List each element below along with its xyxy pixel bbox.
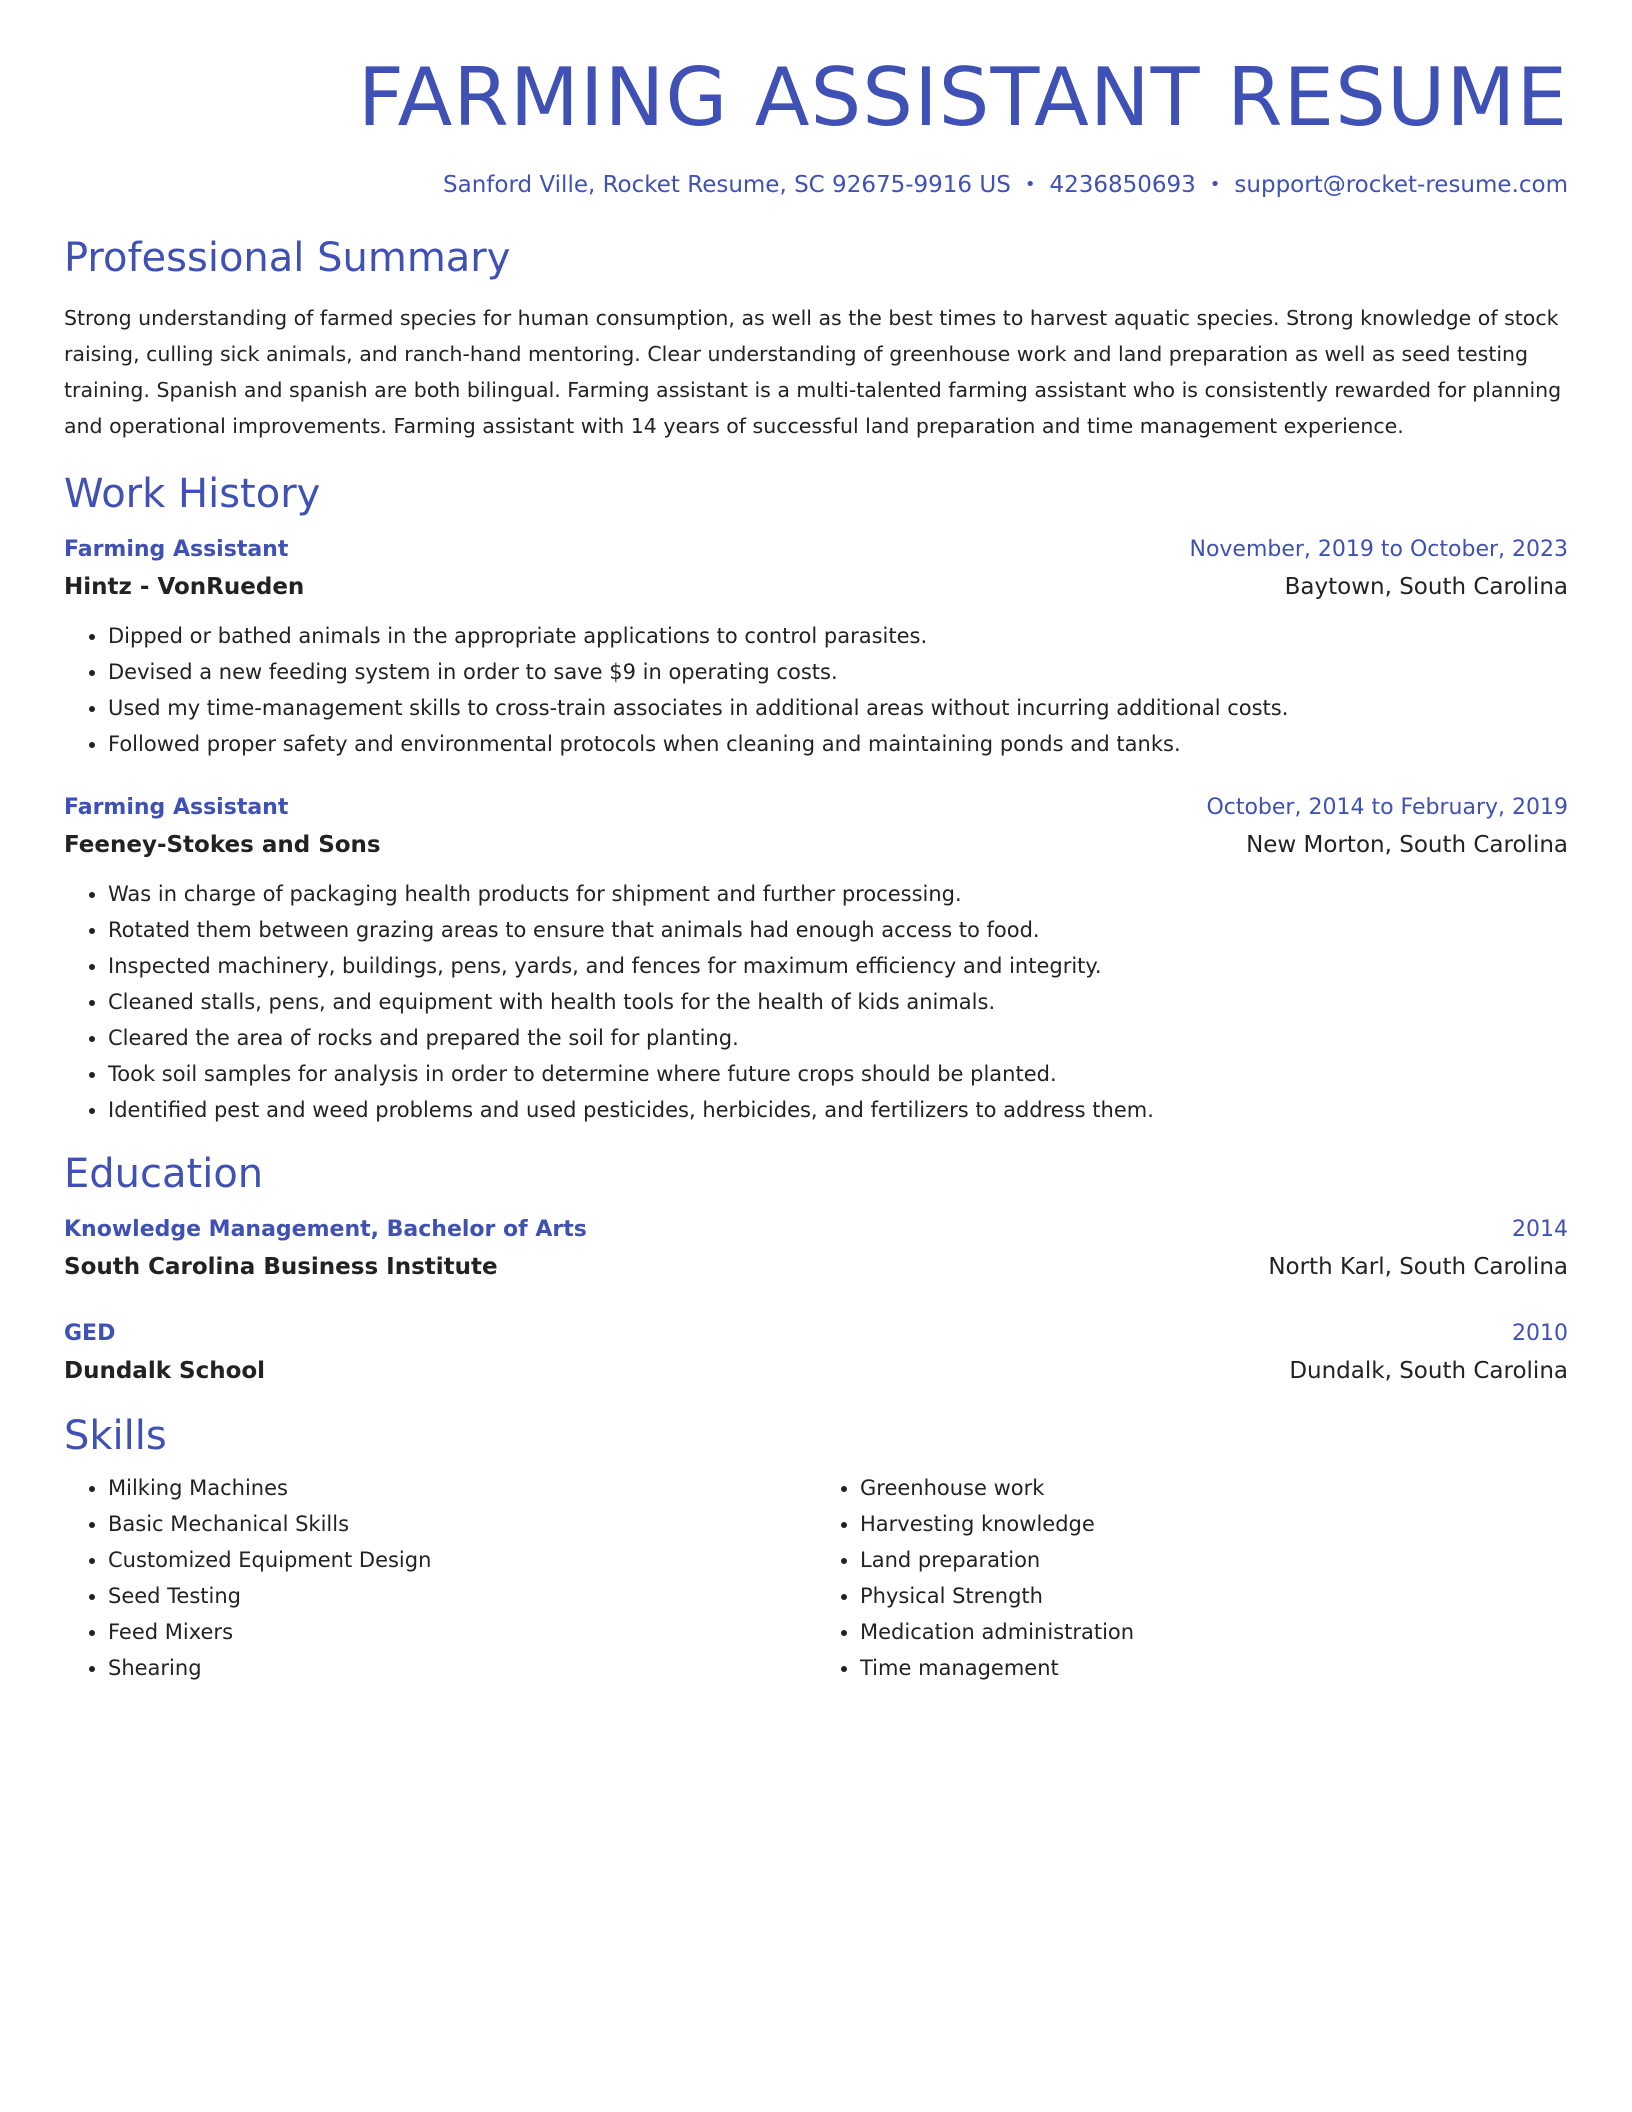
education-school: Dundalk School [64, 1358, 266, 1384]
job-company-row [64, 568, 1568, 606]
job-bullet: • Cleared the area of rocks and prepared the soil for planting. [108, 1020, 1568, 1056]
summary-text: Strong understanding of farmed species for human consumption, as well as the best times to harvest aquatic species. Strong knowledge of stock raising, culling sick animals, and ranch-hand mentoring. Clear understanding of greenhouse work and land preparation as well as seed testing training. Spanish and spanish are both bilingual. Farming assistant is a multi-talented farming assistant who is consistently rewarded for planning and operational improvements. Farming assistant with 14 years of successful land preparation and time management experience. [64, 306, 1562, 438]
education-school: South Carolina Business Institute [64, 1254, 498, 1280]
job-company: Feeney-Stokes and Sons [64, 832, 381, 858]
education-school-row [64, 1352, 1568, 1390]
job-dates: November, 2019 to October, 2023 [1189, 537, 1568, 562]
education-header-row [64, 1212, 1568, 1248]
contact-phone: 4236850693 [1049, 172, 1196, 198]
education-location: Dundalk, South Carolina [1289, 1358, 1568, 1384]
skill-item: • Milking Machines [108, 1470, 816, 1506]
job-bullet: • Took soil samples for analysis in order to determine where future crops should be planted. [108, 1056, 1568, 1092]
skill-item: • Seed Testing [108, 1578, 816, 1614]
skill-item: • Medication administration [860, 1614, 1568, 1650]
skills-list-right [816, 1470, 1568, 1686]
job-bullets [64, 618, 1568, 762]
education-year: 2010 [1512, 1321, 1568, 1346]
skill-item: • Feed Mixers [108, 1614, 816, 1650]
contact-line [64, 172, 1568, 198]
job-bullet: • Followed proper safety and environmental protocols when cleaning and maintaining ponds and tanks. [108, 726, 1568, 762]
skill-item: • Customized Equipment Design [108, 1542, 816, 1578]
education-heading: Education [64, 1151, 264, 1197]
job-role: Farming Assistant [64, 795, 289, 820]
job-company-row [64, 826, 1568, 864]
work-history-section [64, 470, 1568, 1128]
skill-item: • Time management [860, 1650, 1568, 1686]
summary-heading: Professional Summary [64, 235, 511, 281]
contact-separator: • [1209, 174, 1221, 195]
skill-item: • Land preparation [860, 1542, 1568, 1578]
education-degree: GED [64, 1321, 116, 1346]
education-school-row [64, 1248, 1568, 1286]
job-bullet: • Identified pest and weed problems and used pesticides, herbicides, and fertilizers to address them. [108, 1092, 1568, 1128]
education-year: 2014 [1512, 1217, 1568, 1242]
job-bullets [64, 876, 1568, 1128]
job-company: Hintz - VonRueden [64, 574, 305, 600]
education-entry [64, 1212, 1568, 1286]
job-bullet: • Was in charge of packaging health products for shipment and further processing. [108, 876, 1568, 912]
education-entry [64, 1316, 1568, 1390]
job-location: Baytown, South Carolina [1284, 574, 1568, 600]
resume-header [64, 0, 1568, 198]
skill-item: • Physical Strength [860, 1578, 1568, 1614]
education-location: North Karl, South Carolina [1268, 1254, 1568, 1280]
job-bullet: • Devised a new feeding system in order to save $9 in operating costs. [108, 654, 1568, 690]
contact-email[interactable]: support@rocket-resume.com [1234, 172, 1568, 198]
skills-heading: Skills [64, 1413, 167, 1459]
skill-item: • Harvesting knowledge [860, 1506, 1568, 1542]
job-bullet: • Inspected machinery, buildings, pens, yards, and fences for maximum efficiency and integrity. [108, 948, 1568, 984]
skills-list-left [64, 1470, 816, 1686]
skill-item: • Shearing [108, 1650, 816, 1686]
summary-section [64, 234, 1568, 444]
education-header-row [64, 1316, 1568, 1352]
job-entry [64, 790, 1568, 1128]
work-history-heading: Work History [64, 471, 321, 517]
education-section [64, 1150, 1568, 1390]
skills-columns [64, 1470, 1568, 1686]
job-bullet: • Used my time-management skills to cross-train associates in additional areas without incurring additional costs. [108, 690, 1568, 726]
contact-separator: • [1024, 174, 1036, 195]
education-degree: Knowledge Management, Bachelor of Arts [64, 1217, 587, 1242]
job-bullet: • Cleaned stalls, pens, and equipment with health tools for the health of kids animals. [108, 984, 1568, 1020]
job-bullet: • Rotated them between grazing areas to ensure that animals had enough access to food. [108, 912, 1568, 948]
skill-item: • Basic Mechanical Skills [108, 1506, 816, 1542]
resume-title: FARMING ASSISTANT RESUME [357, 51, 1568, 144]
job-header-row [64, 790, 1568, 826]
skills-section [64, 1412, 1568, 1686]
job-dates: October, 2014 to February, 2019 [1206, 795, 1568, 820]
skill-item: • Greenhouse work [860, 1470, 1568, 1506]
job-header-row [64, 532, 1568, 568]
job-location: New Morton, South Carolina [1246, 832, 1568, 858]
job-role: Farming Assistant [64, 537, 289, 562]
job-entry [64, 532, 1568, 762]
job-bullet: • Dipped or bathed animals in the appropriate applications to control parasites. [108, 618, 1568, 654]
contact-address: Sanford Ville, Rocket Resume, SC 92675-9916 US [443, 172, 1011, 198]
